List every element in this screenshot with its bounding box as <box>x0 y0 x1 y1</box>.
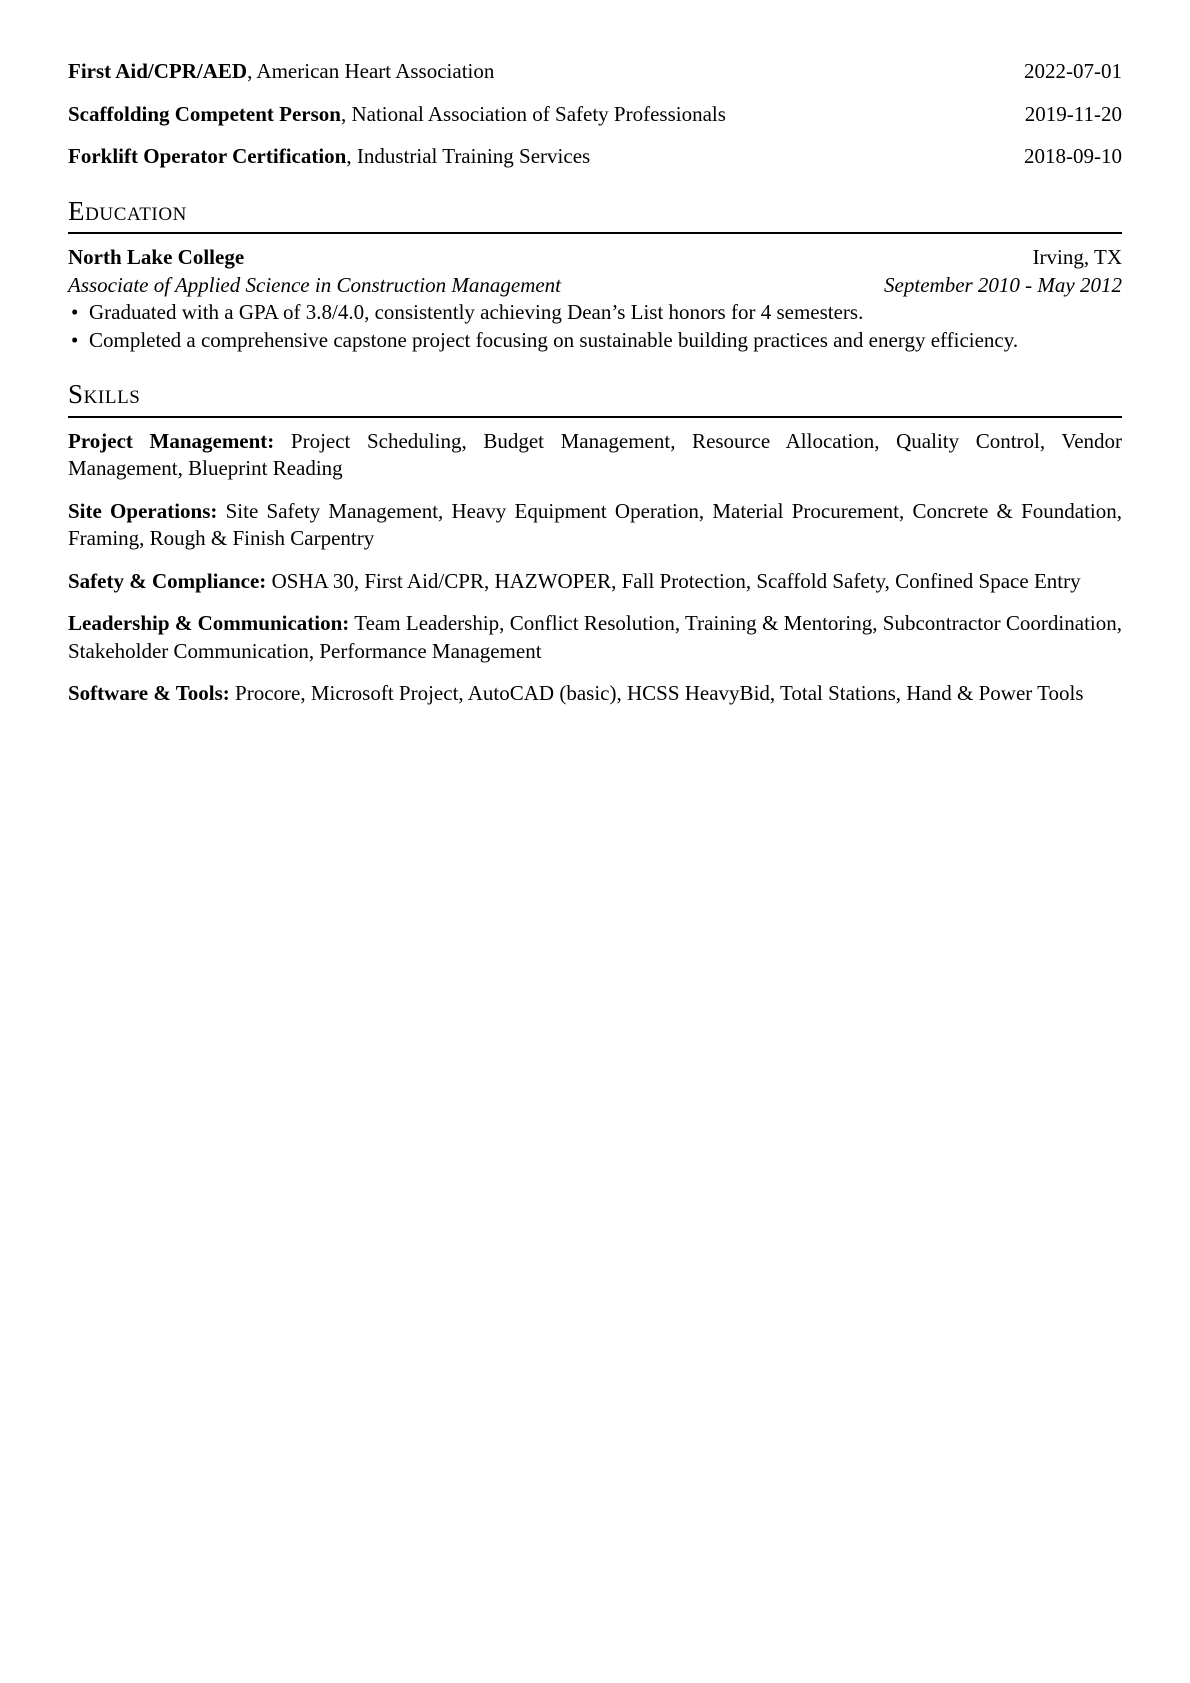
skill-category-label: Software & Tools: <box>68 681 230 706</box>
certification-issuer: , Industrial Training Services <box>346 144 591 168</box>
skills-body <box>68 428 1122 708</box>
skill-category-items: OSHA 30, First Aid/CPR, HAZWOPER, Fall Protection, Scaffold Safety, Confined Space Entry <box>271 568 1081 593</box>
education-bullet: • Completed a comprehensive capstone project focusing on sustainable building practices and energy efficiency. <box>68 327 1122 355</box>
certification-issuer: , National Association of Safety Professionals <box>340 101 726 126</box>
certification-name: Forklift Operator Certification <box>68 144 347 168</box>
skill-category <box>68 428 1122 483</box>
skill-category-items: Project Scheduling, Budget Management, Resource Allocation, Quality Control, Vendor Management, Blueprint Reading <box>68 428 1123 481</box>
education-section <box>68 197 1122 355</box>
certification-date: 2019-11-20 <box>1024 101 1122 126</box>
school-name: North Lake College <box>68 245 245 270</box>
certifications-section <box>68 58 1122 171</box>
skill-category <box>68 680 1122 708</box>
education-entry-subheader <box>68 272 1122 300</box>
certification-title <box>68 101 726 129</box>
certification-title <box>68 58 494 86</box>
skill-category-label: Project Management: <box>68 428 275 453</box>
degree-name: Associate of Applied Science in Construction Management <box>68 272 562 297</box>
certification-entry <box>68 101 1122 129</box>
certification-name: First Aid/CPR/AED <box>68 59 248 83</box>
skill-category-label: Safety & Compliance: <box>68 568 267 593</box>
certification-date: 2022-07-01 <box>1024 59 1122 83</box>
education-dates: September 2010 - May 2012 <box>884 272 1122 297</box>
school-location: Irving, TX <box>1032 245 1122 270</box>
education-entry-header <box>68 244 1122 272</box>
education-body <box>68 244 1122 354</box>
skill-category-label: Leadership & Communication: <box>68 611 350 636</box>
education-bullet: • Graduated with a GPA of 3.8/4.0, consistently achieving Dean’s List honors for 4 semesters. <box>68 299 1122 327</box>
certification-issuer: , American Heart Association <box>247 59 495 83</box>
certification-entry <box>68 143 1122 171</box>
skill-category-label: Site Operations: <box>68 498 218 523</box>
certification-entry <box>68 58 1122 86</box>
skill-category-items: Team Leadership, Conflict Resolution, Training & Mentoring, Subcontractor Coordination, Stakeholder Communication, Performance Management <box>68 611 1122 663</box>
skill-category <box>68 568 1122 596</box>
skills-heading: Skills <box>68 380 1122 418</box>
certification-date: 2018-09-10 <box>1024 144 1122 168</box>
skill-category <box>68 498 1122 553</box>
skill-category-items: Site Safety Management, Heavy Equipment Operation, Material Procurement, Concrete & Foundation, Framing, Rough & Finish Carpentry <box>68 498 1123 551</box>
certification-name: Scaffolding Competent Person <box>68 101 341 126</box>
education-bullet-list <box>68 299 1122 354</box>
education-heading: Education <box>68 197 1122 235</box>
skill-category-items: Procore, Microsoft Project, AutoCAD (basic), HCSS HeavyBid, Total Stations, Hand & Power Tools <box>235 681 1084 706</box>
certification-title <box>68 143 590 171</box>
skills-section <box>68 380 1122 708</box>
skill-category <box>68 610 1122 665</box>
